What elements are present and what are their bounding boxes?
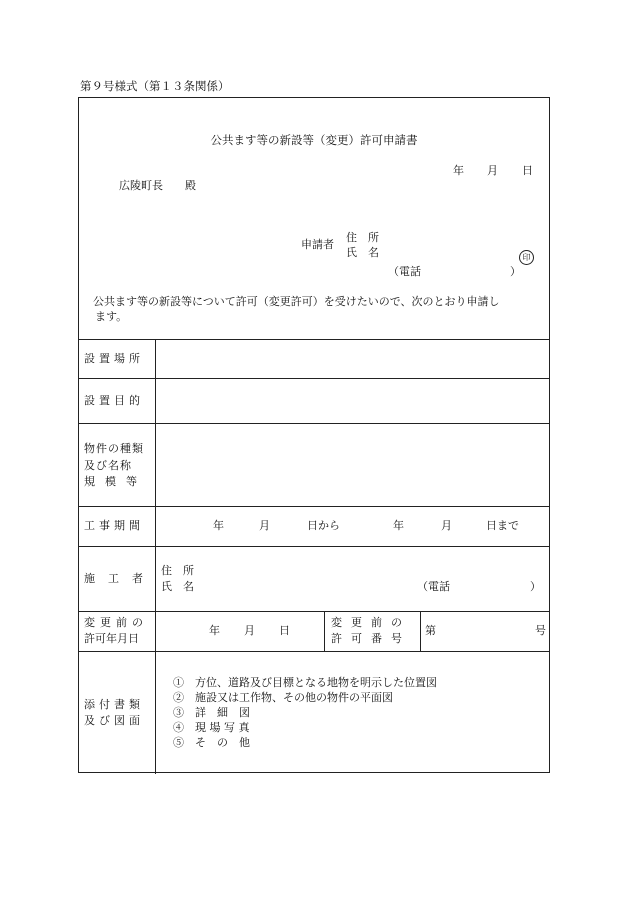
row-divider (79, 546, 549, 547)
period-month-2: 月 (441, 519, 452, 532)
kind-label-3: 規模等 (84, 475, 147, 488)
form-number-label: 第９号様式（第１３条関係） (80, 79, 230, 93)
attachment-item: ③ 詳 細 図 (173, 706, 250, 719)
contractor-address-label: 住 所 (161, 564, 194, 577)
date-year: 年 (453, 164, 464, 177)
applicant-label: 申請者 (301, 238, 334, 251)
cell-divider (324, 611, 325, 651)
contractor-label: 施工者 (84, 572, 156, 585)
addressee: 広陵町長 殿 (119, 179, 196, 192)
purpose-label: 設置目的 (84, 394, 144, 407)
attachments-label-2: 及び図面 (84, 714, 144, 727)
period-year-1: 年 (213, 519, 224, 532)
contractor-name-label: 氏 名 (161, 580, 194, 593)
contractor-phone-open: （電話 (417, 580, 450, 593)
period-label: 工事期間 (84, 519, 144, 532)
row-divider (79, 378, 549, 379)
seal-text: 印 (519, 250, 534, 265)
row-divider (79, 506, 549, 507)
label-column-divider (155, 339, 156, 774)
prev-month: 月 (244, 624, 255, 637)
applicant-phone-open: （電話 (388, 265, 421, 278)
cell-divider (420, 611, 421, 651)
kind-label-2: 及び名称 (84, 459, 132, 472)
period-month-1: 月 (259, 519, 270, 532)
attachment-item: ④ 現 場 写 真 (173, 721, 250, 734)
applicant-name-label: 氏 名 (346, 246, 379, 259)
row-divider (79, 339, 549, 340)
prev-year: 年 (209, 624, 220, 637)
applicant-address-label: 住 所 (346, 231, 379, 244)
attachment-item: ② 施設又は工作物、その他の物件の平面図 (173, 691, 393, 704)
date-day: 日 (522, 164, 533, 177)
prev-day: 日 (279, 624, 290, 637)
prev-number-suffix: 号 (535, 624, 546, 637)
applicant-phone-close: ） (510, 265, 521, 278)
prev-date-label-2: 許可年月日 (84, 632, 139, 645)
period-day-1: 日から (307, 519, 340, 532)
row-divider (79, 611, 549, 612)
prev-number-label-2: 許可番号 (331, 632, 411, 645)
attachment-item: ⑤ そ の 他 (173, 736, 250, 749)
prev-number-prefix: 第 (425, 624, 436, 637)
date-month: 月 (487, 164, 498, 177)
row-divider (79, 423, 549, 424)
prev-number-label-1: 変更前の (331, 616, 411, 629)
kind-label-1: 物件の種類 (84, 442, 144, 455)
location-label: 設置場所 (84, 352, 144, 365)
prev-date-label-1: 変更前の (84, 616, 148, 629)
intro-text-line-1: 公共ます等の新設等について許可（変更許可）を受けたいので、次のとおり申請し (93, 295, 500, 308)
row-divider (79, 651, 549, 652)
form-title: 公共ます等の新設等（変更）許可申請書 (210, 133, 418, 147)
attachments-label-1: 添付書類 (84, 698, 144, 711)
period-day-2: 日まで (486, 519, 519, 532)
seal-mark (519, 245, 534, 265)
attachment-item: ① 方位、道路及び目標となる地物を明示した位置図 (173, 676, 437, 689)
contractor-phone-close: ） (530, 580, 541, 593)
intro-text-line-2: ます。 (95, 310, 128, 323)
application-form (78, 97, 550, 773)
period-year-2: 年 (393, 519, 404, 532)
